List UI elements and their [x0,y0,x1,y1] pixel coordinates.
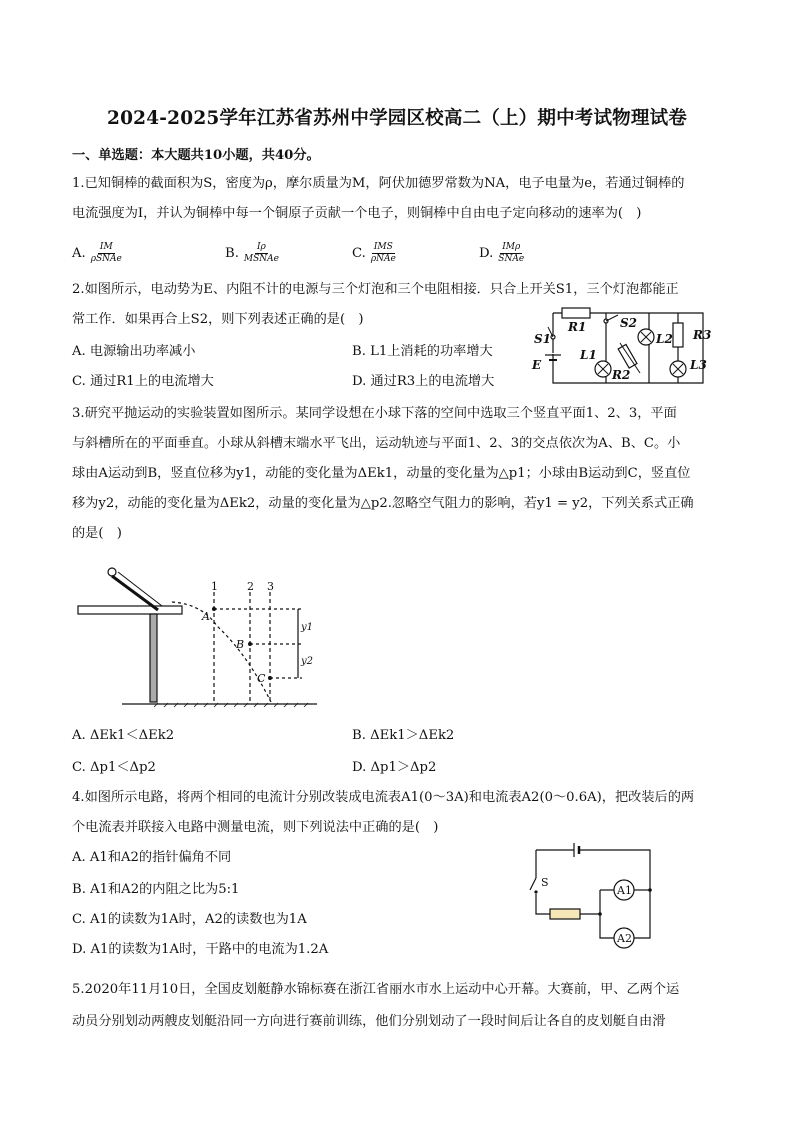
q5-text-line: 5.2020年11月10日，全国皮划艇静水锦标赛在浙江省丽水市水上运动中心开幕。大赛前，甲、乙两个运 [72,982,680,997]
q3-text-line: 的是( ) [72,526,122,541]
q4-option-b[interactable]: B. A1和A2的内阻之比为5:1 [72,882,240,897]
point-a-label: A [202,610,210,623]
label-r3: R3 [693,328,712,342]
page-title: 2024-2025学年江苏省苏州中学园区校高二（上）期中考试物理试卷 [107,108,687,129]
q4-text-line: 个电流表并联接入电路中测量电流，则下列说法中正确的是( ) [72,820,439,835]
q2-option-b[interactable]: B. L1上消耗的功率增大 [352,344,493,359]
q3-text-line: 球由A运动到B，竖直位移为y1，动能的变化量为ΔEk1，动量的变化量为△p1；小球由B运动到C，竖直位 [72,466,691,481]
switch-s-label: S [541,876,549,889]
q1-option-d[interactable]: D. $\frac{\text{IMρ}}{\text{SNAe}}$ [479,242,525,264]
q2-text-line: 2.如图所示，电动势为E、内阻不计的电源与三个灯泡和三个电阻相接．只合上开关S1，三个灯泡都能正 [72,282,679,297]
plane-2-label: 2 [247,580,254,593]
plane-3-label: 3 [267,580,274,593]
q4-text-line: 4.如图所示电路，将两个相同的电流计分别改装成电流表A1(0～3A)和电流表A2(0～0.6A)，把改装后的两 [72,790,695,805]
ammeter-a2-label: A2 [617,932,632,945]
ammeter-a1-label: A1 [617,884,632,897]
q3-projectile-diagram [72,564,322,712]
q2-text-line: 常工作．如果再合上S2，则下列表述正确的是( ) [72,312,364,327]
label-r1: R1 [568,320,587,334]
q2-option-a[interactable]: A. 电源输出功率减小 [72,344,196,359]
q4-option-d[interactable]: D. A1的读数为1A时，干路中的电流为1.2A [72,942,329,957]
q2-circuit-diagram [528,303,724,391]
point-b-label: B [236,638,245,651]
label-s2: S2 [620,316,638,330]
plane-1-label: 1 [211,580,218,593]
fraction: $\frac{I\rho}{\text{MSNAe}}$ [243,242,279,264]
label-l3: L3 [690,358,707,372]
q3-text-line: 3.研究平抛运动的实验装置如图所示。某同学设想在小球下落的空间中选取三个竖直平面1、2、3，平面 [72,406,677,421]
q1-option-b[interactable]: B. $\frac{I\rho}{\text{MSNAe}}$ [225,242,279,264]
label-e: E [532,358,542,372]
fraction: $\frac{\text{IMS}}{\text{ρNAe}}$ [370,242,396,264]
q4-option-a[interactable]: A. A1和A2的指针偏角不同 [72,850,232,865]
y1-label: y1 [301,622,314,633]
point-c-label: C [257,672,266,685]
q3-text-line: 移为y2，动能的变化量为ΔEk2，动量的变化量为△p2.忽略空气阻力的影响，若y1 = y2，下列关系式正确 [72,496,694,511]
q1-option-a[interactable]: A. $\frac{IM}{\text{ρSNAe}}$ [72,242,122,264]
q3-text-line: 与斜槽所在的平面垂直。小球从斜槽末端水平飞出，运动轨迹与平面1、2、3的交点依次为A、B、C。小 [72,436,681,451]
y2-label: y2 [301,656,314,667]
q4-ammeter-circuit [526,838,662,950]
q3-option-a[interactable]: A. ΔEk1＜ΔEk2 [72,728,175,743]
label-l1: L1 [580,348,597,362]
q1-option-c[interactable]: C. $\frac{\text{IMS}}{\text{ρNAe}}$ [352,242,396,264]
q3-option-c[interactable]: C. Δp1＜Δp2 [72,760,156,775]
q3-option-b[interactable]: B. ΔEk1＞ΔEk2 [352,728,455,743]
fraction: $\frac{IM}{\text{ρSNAe}}$ [90,242,122,264]
q2-option-c[interactable]: C. 通过R1上的电流增大 [72,374,214,389]
label-r2: R2 [612,368,631,382]
label-s1: S1 [534,332,552,346]
q4-option-c[interactable]: C. A1的读数为1A时，A2的读数也为1A [72,912,307,927]
q1-text-line: 电流强度为I，并认为铜棒中每一个铜原子贡献一个电子，则铜棒中自由电子定向移动的速率为( ) [72,206,642,221]
q5-text-line: 动员分别划动两艘皮划艇沿同一方向进行赛前训练，他们分别划动了一段时间后让各自的皮划艇自由滑 [72,1014,666,1029]
section-heading: 一、单选题：本大题共10小题，共40分。 [72,148,320,163]
label-l2: L2 [656,332,673,346]
q3-option-d[interactable]: D. Δp1＞Δp2 [352,760,437,775]
q2-option-d[interactable]: D. 通过R3上的电流增大 [352,374,495,389]
q1-text-line: 1.已知铜棒的截面积为S，密度为ρ，摩尔质量为M，阿伏加德罗常数为NA，电子电量为e，若通过铜棒的 [72,176,685,191]
fraction: $\frac{\text{IMρ}}{\text{SNAe}}$ [498,242,525,264]
